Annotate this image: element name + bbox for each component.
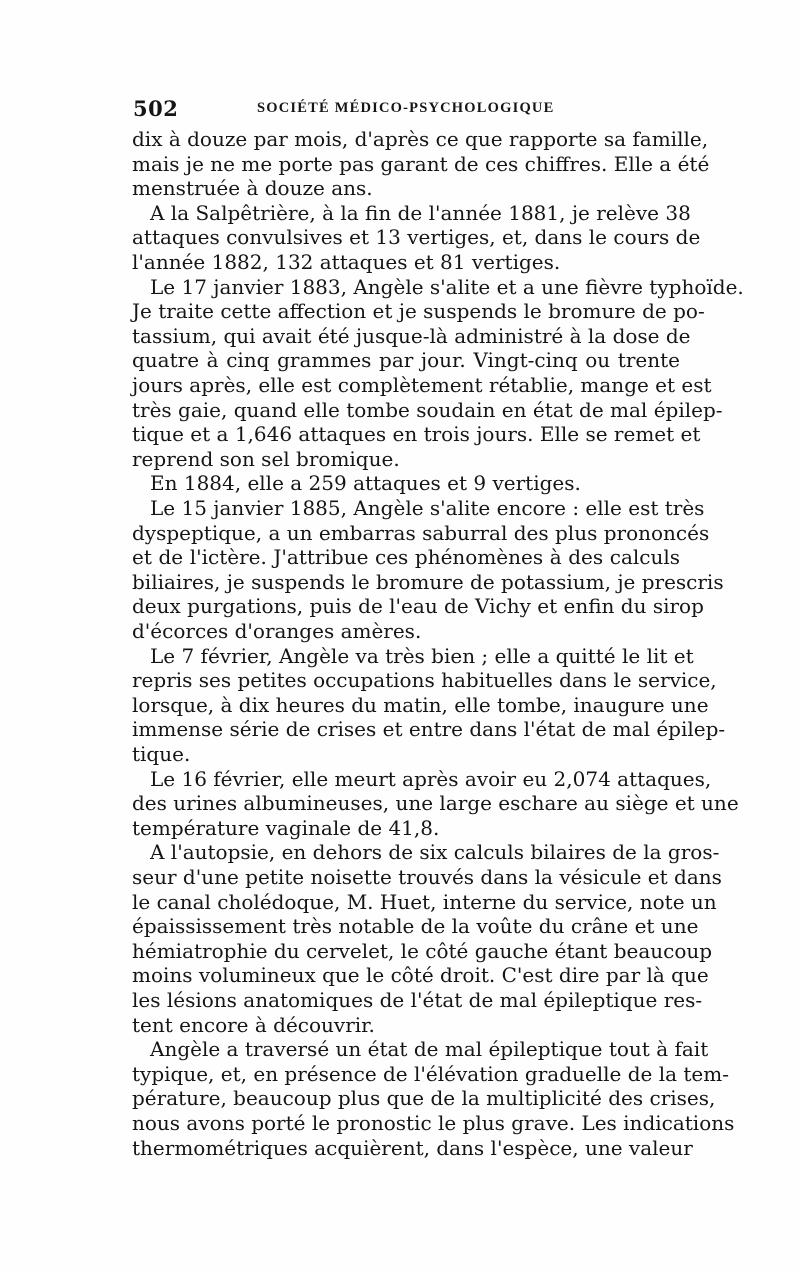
text-line: lorsque, à dix heures du matin, elle tombe, inaugure une xyxy=(132,692,709,717)
text-line: dyspeptique, a un embarras saburral des plus prononcés xyxy=(132,520,710,545)
text-line: hémiatrophie du cervelet, le côté gauche étant beaucoup xyxy=(132,938,713,963)
text-line: attaques convulsives et 13 vertiges, et, dans le cours de xyxy=(132,225,701,250)
text-line: Le 17 janvier 1883, Angèle s'alite et a une fièvre typhoïde. xyxy=(150,274,744,299)
text-line: et de l'ictère. J'attribue ces phénomènes à des calculs xyxy=(132,545,680,570)
text-line: Angèle a traversé un état de mal épileptique tout à fait xyxy=(150,1037,709,1062)
text-line: Je traite cette affection et je suspends le bromure de po- xyxy=(132,299,705,324)
text-line: typique, et, en présence de l'élévation graduelle de la tem- xyxy=(132,1061,729,1086)
page-number: 502 xyxy=(133,96,179,121)
text-line: jours après, elle est complètement rétablie, mange et est xyxy=(132,373,712,397)
text-line: deux purgations, puis de l'eau de Vichy et enfin du sirop xyxy=(132,594,704,619)
text-line: seur d'une petite noisette trouvés dans la vésicule et dans xyxy=(132,865,722,889)
text-line: épaississement très notable de la voûte du crâne et une xyxy=(132,914,699,939)
text-line: le canal cholédoque, M. Huet, interne du service, note un xyxy=(132,889,717,914)
text-line: Le 7 février, Angèle va très bien ; elle a quitté le lit et xyxy=(150,643,694,668)
text-line: quatre à cinq grammes par jour. Vingt-cinq ou trente xyxy=(132,348,680,373)
text-line: tent encore à découvrir. xyxy=(132,1012,375,1037)
text-line: nous avons porté le pronostic le plus grave. Les indications xyxy=(132,1111,735,1135)
text-line: des urines albumineuses, une large eschare au siège et une xyxy=(132,791,739,816)
text-line: mais je ne me porte pas garant de ces chiffres. Elle a été xyxy=(132,151,710,176)
journal-title: SOCIÉTÉ MÉDICO-PSYCHOLOGIQUE xyxy=(257,100,555,116)
text-line: dix à douze par mois, d'après ce que rapporte sa famille, xyxy=(132,127,709,151)
text-line: très gaie, quand elle tombe soudain en état de mal épilep- xyxy=(132,397,723,422)
text-line: température vaginale de 41,8. xyxy=(132,815,440,840)
text-line: d'écorces d'oranges amères. xyxy=(132,619,422,643)
text-line: A la Salpêtrière, à la fin de l'année 1881, je relève 38 xyxy=(150,200,691,225)
text-line: les lésions anatomiques de l'état de mal épileptique res- xyxy=(132,988,703,1012)
text-line: menstruée à douze ans. xyxy=(132,176,373,201)
text-line: Le 15 janvier 1885, Angèle s'alite encore : elle est très xyxy=(150,496,705,520)
text-line: l'année 1882, 132 attaques et 81 vertiges. xyxy=(132,250,561,274)
text-line: thermométriques acquièrent, dans l'espèce, une valeur xyxy=(132,1135,693,1160)
text-line: moins volumineux que le côté droit. C'est dire par là que xyxy=(132,963,709,988)
text-line: tique. xyxy=(132,742,191,766)
text-line: A l'autopsie, en dehors de six calculs bilaires de la gros- xyxy=(150,840,720,865)
running-head xyxy=(133,96,681,126)
text-line: tassium, qui avait été jusque-là administré à la dose de xyxy=(132,323,691,348)
text-line: reprend son sel bromique. xyxy=(132,446,400,471)
text-line: En 1884, elle a 259 attaques et 9 vertiges. xyxy=(150,471,581,496)
text-line: repris ses petites occupations habituelles dans le service, xyxy=(132,668,717,693)
text-line: tique et a 1,646 attaques en trois jours. Elle se remet et xyxy=(132,422,701,447)
text-line: immense série de crises et entre dans l'état de mal épilep- xyxy=(132,717,726,742)
text-line: Le 16 février, elle meurt après avoir eu 2,074 attaques, xyxy=(150,766,712,791)
text-line: biliaires, je suspends le bromure de potassium, je prescris xyxy=(132,569,724,594)
text-line: pérature, beaucoup plus que de la multiplicité des crises, xyxy=(132,1086,716,1111)
